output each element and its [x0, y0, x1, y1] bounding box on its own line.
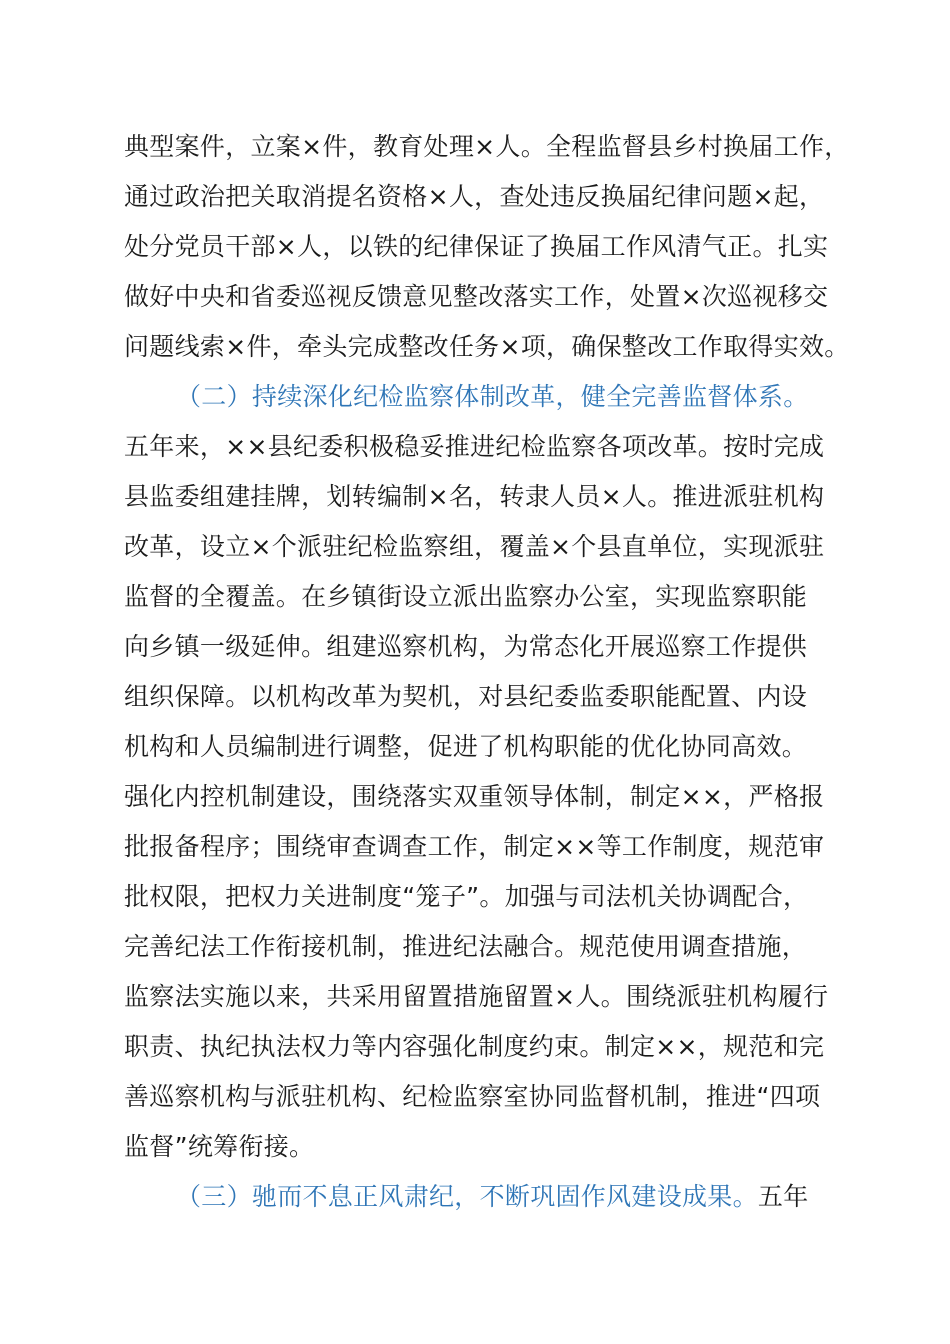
paragraph-line: 向乡镇一级延伸。组建巡察机构，为常态化开展巡察工作提供 [124, 632, 808, 661]
paragraph-line: 问题线索×件，牵头完成整改任务×项，确保整改工作取得实效。 [124, 332, 850, 361]
paragraph-line: 改革，设立×个派驻纪检监察组，覆盖×个县直单位，实现派驻 [124, 532, 825, 561]
paragraph-line: 监督”统筹衔接。 [124, 1132, 315, 1161]
section-heading-2: （二）持续深化纪检监察体制改革，健全完善监督体系。 [176, 382, 809, 411]
section-heading-3-line [176, 1182, 809, 1212]
paragraph-line: 处分党员干部×人，以铁的纪律保证了换届工作风清气正。扎实 [124, 232, 829, 261]
paragraph-line: 监督的全覆盖。在乡镇街设立派出监察办公室，实现监察职能 [124, 582, 808, 611]
paragraph-line: 批报备程序；围绕审查调查工作，制定××等工作制度，规范审 [124, 832, 825, 861]
paragraph-start: 五年 [757, 1182, 809, 1211]
paragraph-line: 批权限，把权力关进制度“笼子”。加强与司法机关协调配合， [124, 882, 809, 911]
section-heading-3: （三）驰而不息正风肃纪，不断巩固作风建设成果。 [176, 1182, 758, 1211]
paragraph-line: 机构和人员编制进行调整，促进了机构职能的优化协同高效。 [124, 732, 808, 761]
paragraph-line: 监察法实施以来，共采用留置措施留置×人。围绕派驻机构履行 [124, 982, 829, 1011]
paragraph-line: 完善纪法工作衔接机制，推进纪法融合。规范使用调查措施， [124, 932, 808, 961]
paragraph-line: 县监委组建挂牌，划转编制×名，转隶人员×人。推进派驻机构 [124, 482, 825, 511]
paragraph-line: 强化内控机制建设，围绕落实双重领导体制，制定××，严格报 [124, 782, 825, 811]
paragraph-line: 做好中央和省委巡视反馈意见整改落实工作，处置×次巡视移交 [124, 282, 829, 311]
paragraph-line: 典型案件，立案×件，教育处理×人。全程监督县乡村换届工作， [124, 132, 850, 161]
paragraph-line: 组织保障。以机构改革为契机，对县纪委监委职能配置、内设 [124, 682, 808, 711]
paragraph-line: 职责、执纪执法权力等内容强化制度约束。制定××，规范和完 [124, 1032, 825, 1061]
paragraph-line: 善巡察机构与派驻机构、纪检监察室协同监督机制，推进“四项 [124, 1082, 821, 1111]
paragraph-line: 通过政治把关取消提名资格×人，查处违反换届纪律问题×起， [124, 182, 825, 211]
paragraph-line: 五年来，××县纪委积极稳妥推进纪检监察各项改革。按时完成 [124, 432, 825, 461]
